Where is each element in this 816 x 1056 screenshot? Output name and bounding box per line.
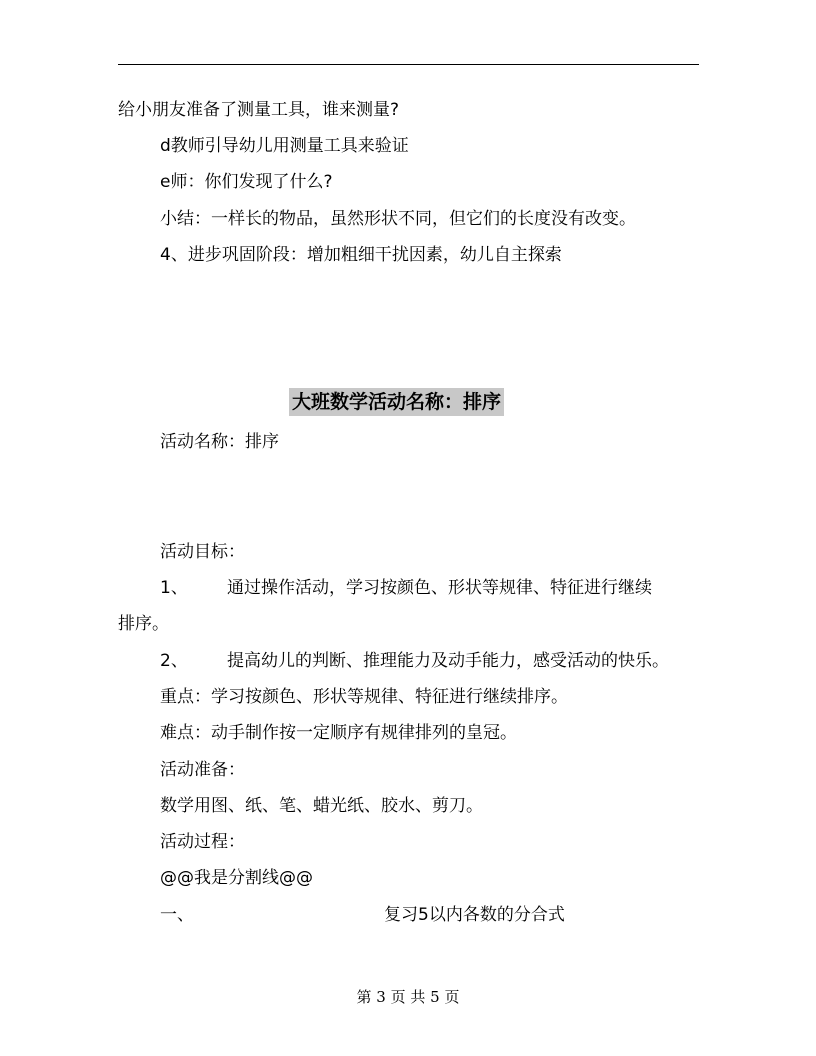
separator-marker: @@我是分割线@@ [160,868,313,888]
goal-1-text: 通过操作活动，学习按颜色、形状等规律、特征进行继续 [227,578,652,598]
summary-line: 小结：一样长的物品，虽然形状不同，但它们的长度没有改变。 [160,209,636,229]
key-point: 重点：学习按颜色、形状等规律、特征进行继续排序。 [160,687,568,707]
preparation-heading: 活动准备： [160,760,245,780]
text-line-1: 给小朋友准备了测量工具，谁来测量? [118,100,400,120]
process-heading: 活动过程： [160,832,245,852]
step-1-number: 一、 [160,905,194,925]
goal-2-number: 2、 [160,651,188,671]
materials: 数学用图、纸、笔、蜡光纸、胶水、剪刀。 [160,796,483,816]
goal-1-continuation: 排序。 [118,614,169,634]
difficulty: 难点：动手制作按一定顺序有规律排列的皇冠。 [160,723,517,743]
goals-heading: 活动目标： [160,542,245,562]
goal-1-number: 1、 [160,578,188,598]
activity-name: 活动名称：排序 [160,432,279,452]
text-line-2: d教师引导幼儿用测量工具来验证 [160,136,409,156]
step-1-text: 复习5以内各数的分合式 [384,905,565,925]
stage-4-line: 4、进步巩固阶段：增加粗细干扰因素，幼儿自主探索 [160,245,562,265]
section-title: 大班数学活动名称：排序 [289,388,504,416]
page-footer: 第 3 页 共 5 页 [356,988,460,1006]
text-line-3: e师：你们发现了什么? [160,172,333,192]
goal-2-text: 提高幼儿的判断、推理能力及动手能力，感受活动的快乐。 [227,651,669,671]
header-rule [118,64,699,65]
